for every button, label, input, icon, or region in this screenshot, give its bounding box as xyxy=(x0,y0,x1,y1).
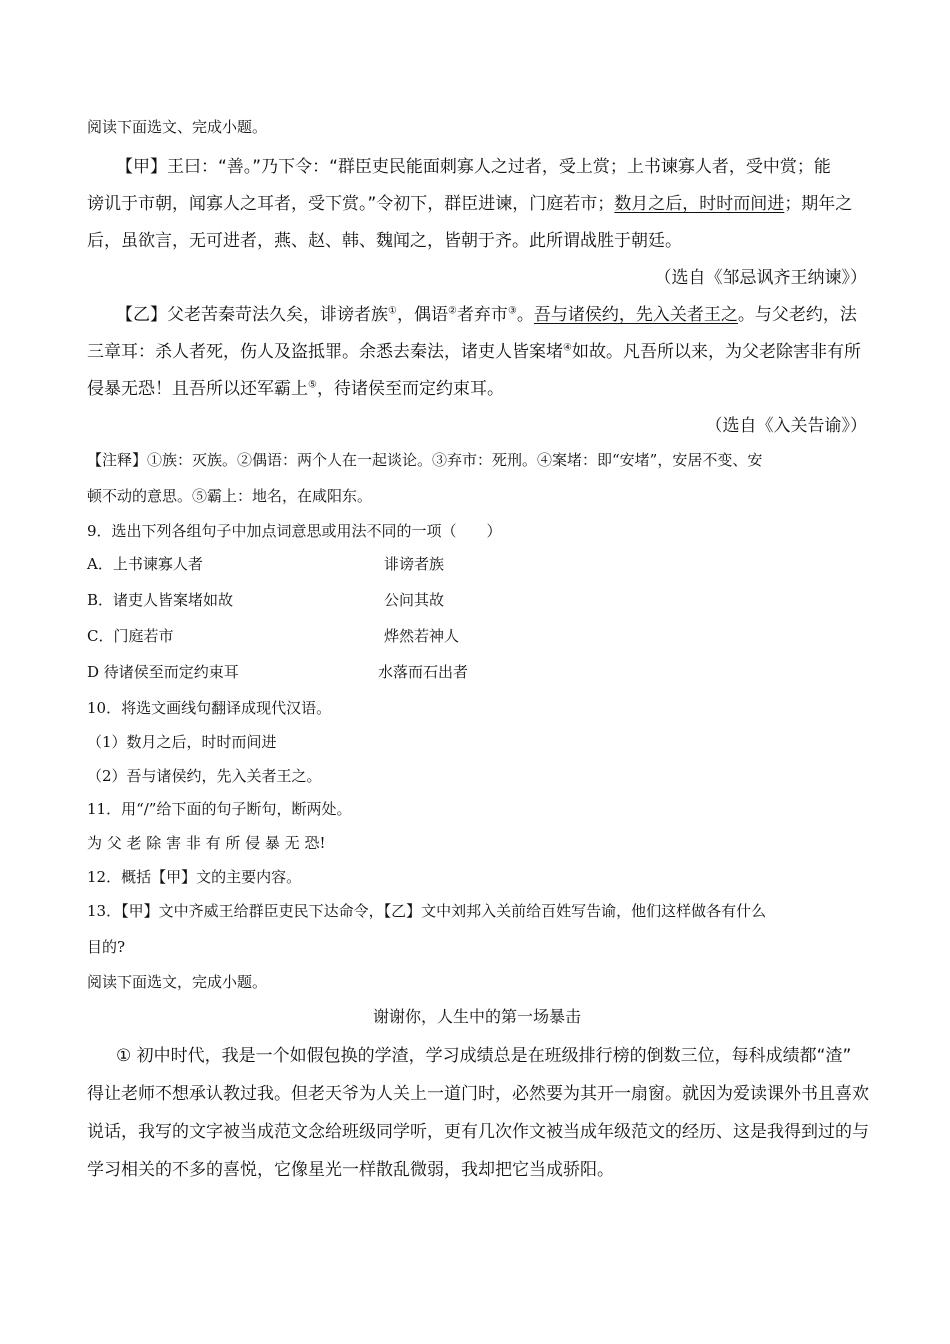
reading-instruction-2: 阅读下面选文，完成小题。 xyxy=(87,973,268,991)
jia-line-3: 后，虽欲言，无可进者，燕、赵、韩、魏闻之，皆朝于齐。此所谓战胜于朝廷。 xyxy=(87,231,682,251)
jia-line-1: 【甲】王曰：“善。”乃下令：“群臣吏民能面刺寡人之过者，受上赏；上书谏寡人者，受中赏；能 xyxy=(116,157,831,177)
essay-p1-line-3: 说话，我写的文字被当成范文念给班级同学听，更有几次作文被当成年级范文的经历、这是我得到过的与 xyxy=(87,1122,869,1142)
option-c: C．门庭若市 烨然若神人 xyxy=(87,627,460,645)
notes-line-1: 【注释】①族：灭族。②偶语：两个人在一起谈论。③弃市：死刑。④案堵：即“安堵”，安居不变、安 xyxy=(87,451,763,469)
essay-p1-line-2: 得让老师不想承认教过我。但老天爷为人关上一道门时，必然要为其开一扇窗。就因为爱读课外书且喜欢 xyxy=(87,1084,869,1104)
jia-line-2: 谤讥于市朝，闻寡人之耳者，受下赏。”令初下，群臣进谏，门庭若市；数月之后，时时而间进；期年之 xyxy=(87,194,853,214)
reading-instruction-1: 阅读下面选文、完成小题。 xyxy=(87,118,268,136)
yi-line-3: 侵暴无恐！且吾所以还军霸上⑤，待诸侯至而定约束耳。 xyxy=(87,379,504,399)
yi-label: 【乙】 xyxy=(116,305,167,325)
notes-line-2: 顿不动的意思。⑤霸上：地名，在咸阳东。 xyxy=(87,487,373,505)
yi-underlined-sentence: 吾与诸侯约，先入关者王之 xyxy=(533,305,738,325)
question-10-2: （2）吾与诸侯约，先入关者王之。 xyxy=(87,767,322,785)
essay-title: 谢谢你，人生中的第一场暴击 xyxy=(372,1007,581,1026)
question-13-line-2: 目的? xyxy=(87,938,126,956)
question-12: 12．概括【甲】文的主要内容。 xyxy=(87,868,302,886)
question-10: 10．将选文画线句翻译成现代汉语。 xyxy=(87,699,332,717)
jia-source: （选自《邹忌讽齐王纳谏》） xyxy=(654,268,867,288)
question-11-sentence: 为 父 老 除 害 非 有 所 侵 暴 无 恐! xyxy=(87,834,326,852)
question-11: 11．用“/”给下面的句子断句，断两处。 xyxy=(87,800,352,818)
jia-underlined-sentence: 数月之后，时时而间进 xyxy=(614,194,785,214)
essay-p1-line-1: ① 初中时代，我是一个如假包换的学渣，学习成绩总是在班级排行榜的倒数三位，每科成绩都“渣” xyxy=(116,1046,852,1066)
option-a: A．上书谏寡人者 诽谤者族 xyxy=(87,555,445,573)
jia-label: 【甲】 xyxy=(116,157,167,177)
option-b: B．诸吏人皆案堵如故 公问其故 xyxy=(87,591,445,609)
yi-line-1: 【乙】父老苦秦苛法久矣，诽谤者族①，偶语②者弃市③。吾与诸侯约，先入关者王之。与父老约，法 xyxy=(116,305,857,325)
essay-p1-line-4: 学习相关的不多的喜悦，它像星光一样散乱微弱，我却把它当成骄阳。 xyxy=(87,1160,614,1180)
yi-source: （选自《入关告谕》） xyxy=(705,416,867,436)
question-13-line-1: 13．【甲】文中齐威王给群臣吏民下达命令，【乙】文中刘邦入关前给百姓写告谕，他们这样做各有什么 xyxy=(87,902,767,920)
question-10-1: （1）数月之后，时时而间进 xyxy=(87,733,277,751)
question-9: 9．选出下列各组句子中加点词意思或用法不同的一项（ ） xyxy=(87,522,502,540)
yi-line-2: 三章耳：杀人者死，伤人及盗抵罪。余悉去秦法，诸吏人皆案堵④如故。凡吾所以来，为父老除害非有所 xyxy=(87,342,861,362)
option-d: D 待诸侯至而定约束耳 水落而石出者 xyxy=(87,663,469,681)
